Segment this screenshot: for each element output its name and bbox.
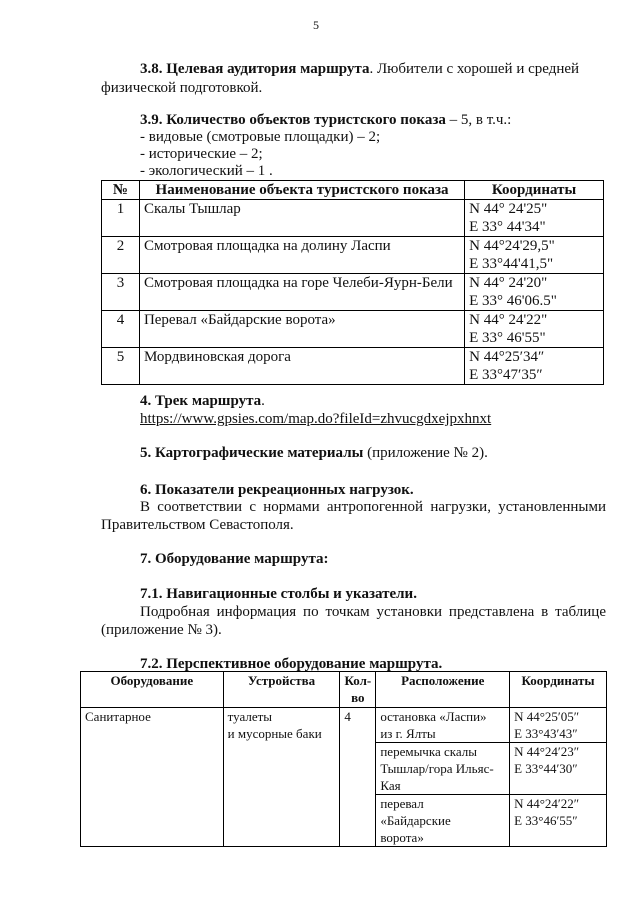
column-header-part: Кол- (344, 673, 372, 688)
list-item: - исторические – 2; (140, 146, 263, 162)
list-item: - экологический – 1 . (140, 163, 273, 179)
longitude: E 33°44'41,5" (469, 256, 554, 272)
latitude: N 44°24'29,5" (469, 238, 555, 254)
section-7-heading: 7. Оборудование маршрута: (140, 551, 329, 567)
row-number: 2 (102, 237, 140, 274)
object-name: Смотровая площадка на горе Челеби-Яурн-Бели (139, 274, 464, 311)
equipment-table (80, 671, 607, 847)
object-name: Скалы Тышлар (139, 200, 464, 237)
table-row (102, 274, 604, 311)
quantity: 4 (340, 708, 376, 847)
location-line: остановка «Ласпи» (380, 709, 487, 724)
column-header: Координаты (510, 672, 607, 708)
section-3-8-text2: физической подготовкой. (101, 80, 263, 96)
location-line: «Байдарские (380, 813, 451, 828)
coordinates (465, 200, 604, 237)
tourist-objects-table (101, 180, 604, 385)
section-4-heading (140, 392, 265, 411)
table-header-row (102, 181, 604, 200)
table-row (102, 200, 604, 237)
latitude: N 44°25′34″ (469, 349, 545, 365)
row-number: 3 (102, 274, 140, 311)
device-line: и мусорные баки (227, 726, 322, 741)
object-name: Мордвиновская дорога (139, 348, 464, 385)
location-line: перевал (380, 796, 424, 811)
object-name: Смотровая площадка на долину Ласпи (139, 237, 464, 274)
list-item: - видовые (смотровые площадки) – 2; (140, 129, 381, 145)
column-header (340, 672, 376, 708)
section-5-label: 5. Картографические материалы (140, 445, 364, 461)
table-row (102, 348, 604, 385)
location (376, 795, 510, 847)
latitude: N 44°24′23″ (514, 744, 580, 759)
latitude: N 44° 24'22" (469, 312, 548, 328)
coordinates (510, 743, 607, 795)
devices (223, 708, 340, 847)
object-name: Перевал «Байдарские ворота» (139, 311, 464, 348)
location-line: Кая (380, 778, 401, 793)
coordinates (465, 274, 604, 311)
location-line: перемычка скалы (380, 744, 477, 759)
section-6-paragraph-end: Правительством Севастополя. (101, 517, 294, 533)
section-3-9-label: 3.9. Количество объектов туристского показа (140, 112, 446, 128)
location (376, 743, 510, 795)
table-header-row (81, 672, 607, 708)
table-row (102, 311, 604, 348)
coordinates (465, 237, 604, 274)
longitude: E 33°43′43″ (514, 726, 578, 741)
table-row (81, 708, 607, 743)
row-number: 1 (102, 200, 140, 237)
section-6-paragraph: В соответствии с нормами антропогенной нагрузки, установленными (140, 499, 606, 515)
section-4-dot: . (261, 393, 265, 409)
longitude: E 33° 46'06.5" (469, 293, 557, 309)
section-3-8-text: . Любители с хорошей и средней (369, 61, 580, 77)
section-3-8-line1 (140, 60, 579, 79)
location-line: ворота» (380, 830, 424, 845)
location-line: Тышлар/гора Ильяс- (380, 761, 494, 776)
column-header: Оборудование (81, 672, 224, 708)
longitude: E 33°44′30″ (514, 761, 578, 776)
longitude: E 33°47′35″ (469, 367, 543, 383)
section-7-1-heading: 7.1. Навигационные столбы и указатели. (140, 586, 417, 602)
latitude: N 44° 24'20" (469, 275, 548, 291)
longitude: E 33°46′55″ (514, 813, 578, 828)
coordinates (510, 795, 607, 847)
table-row (102, 237, 604, 274)
column-header: Наименование объекта туристского показа (139, 181, 464, 200)
longitude: E 33° 44'34" (469, 219, 546, 235)
section-5-heading (140, 444, 488, 463)
location (376, 708, 510, 743)
coordinates (465, 311, 604, 348)
section-7-1-paragraph: Подробная информация по точкам установки представлена в таблице (140, 604, 606, 620)
column-header: Координаты (465, 181, 604, 200)
latitude: N 44°25′05″ (514, 709, 580, 724)
device-line: туалеты (227, 709, 273, 724)
row-number: 4 (102, 311, 140, 348)
page-number: 5 (313, 18, 319, 32)
section-5-tail: (приложение № 2). (363, 445, 488, 461)
section-6-heading: 6. Показатели рекреационных нагрузок. (140, 482, 414, 498)
equipment-type: Санитарное (81, 708, 224, 847)
latitude: N 44° 24'25" (469, 201, 548, 217)
column-header-part: во (351, 690, 365, 705)
section-7-2-heading: 7.2. Перспективное оборудование маршрута. (140, 656, 443, 672)
latitude: N 44°24′22″ (514, 796, 580, 811)
coordinates (465, 348, 604, 385)
row-number: 5 (102, 348, 140, 385)
column-header: № (102, 181, 140, 200)
section-7-1-paragraph-end: (приложение № 3). (101, 622, 222, 638)
section-3-9-tail: – 5, в т.ч.: (445, 112, 512, 128)
coordinates (510, 708, 607, 743)
section-3-8-label: 3.8. Целевая аудитория маршрута (140, 61, 370, 77)
section-4-label: 4. Трек маршрута (140, 393, 262, 409)
location-line: из г. Ялты (380, 726, 436, 741)
track-link[interactable]: https://www.gpsies.com/map.do?fileId=zhvucgdxejpxhnxt (140, 411, 492, 427)
column-header: Расположение (376, 672, 510, 708)
longitude: E 33° 46'55" (469, 330, 546, 346)
column-header: Устройства (223, 672, 340, 708)
